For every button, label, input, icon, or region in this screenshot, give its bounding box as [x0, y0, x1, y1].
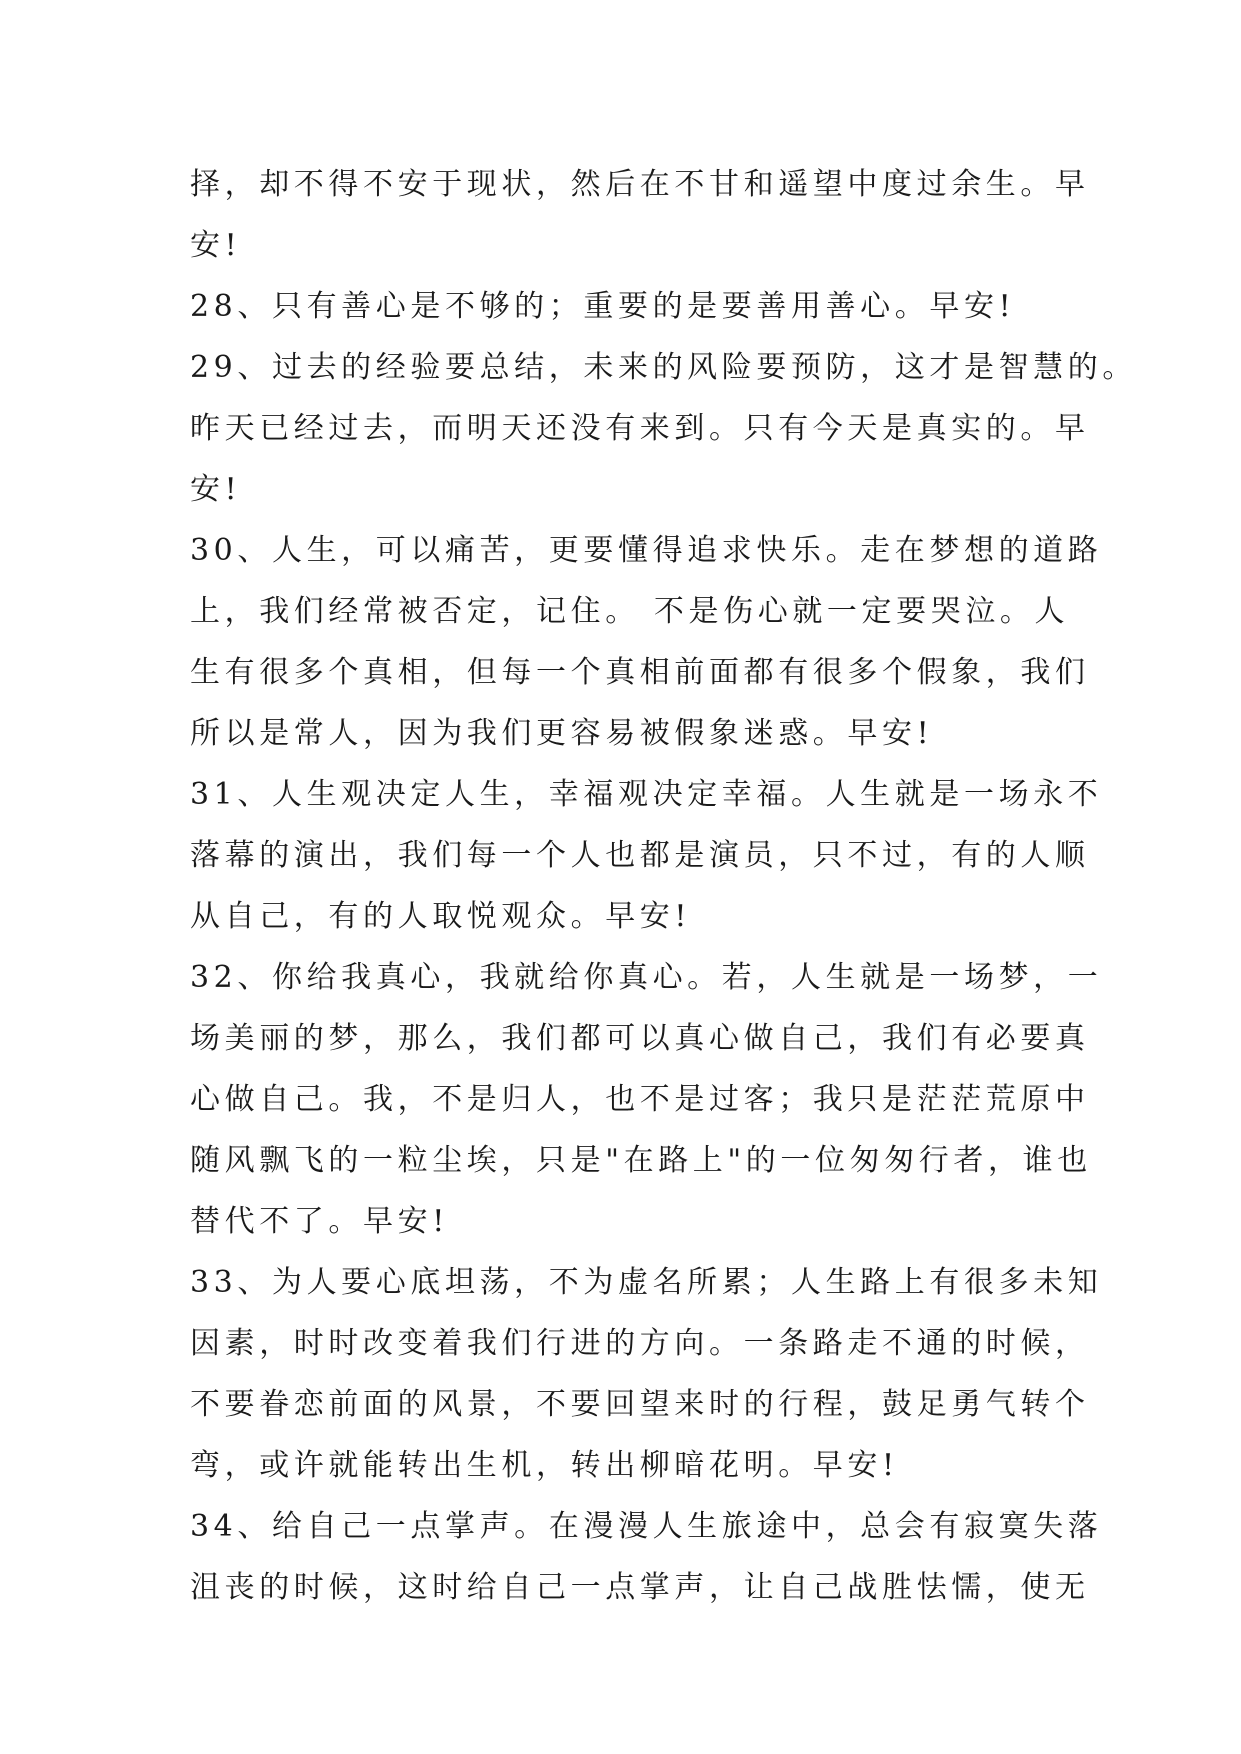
- text-line: 安!: [190, 228, 242, 263]
- text-line: 生有很多个真相，但每一个真相前面都有很多个假象，我们: [190, 655, 1090, 690]
- text-line: 弯，或许就能转出生机，转出柳暗花明。早安!: [190, 1448, 899, 1483]
- text-line: 随风飘飞的一粒尘埃，只是"在路上"的一位匆匆行者，谁也: [190, 1143, 1092, 1178]
- document-body: [190, 154, 1137, 1618]
- text-line: 31、人生观决定人生，幸福观决定幸福。人生就是一场永不: [190, 777, 1103, 812]
- text-line: 所以是常人，因为我们更容易被假象迷惑。早安!: [190, 716, 934, 751]
- text-line: 昨天已经过去，而明天还没有来到。只有今天是真实的。早: [190, 411, 1090, 446]
- text-line: 33、为人要心底坦荡，不为虚名所累；人生路上有很多未知: [190, 1265, 1103, 1300]
- text-line: 29、过去的经验要总结，未来的风险要预防，这才是智慧的。: [190, 350, 1137, 385]
- text-line: 34、给自己一点掌声。在漫漫人生旅途中，总会有寂寞失落: [190, 1509, 1103, 1544]
- text-line: 因素，时时改变着我们行进的方向。一条路走不通的时候，: [190, 1326, 1090, 1361]
- text-line: 沮丧的时候，这时给自己一点掌声，让自己战胜怯懦，使无: [190, 1570, 1090, 1605]
- text-line: 28、只有善心是不够的；重要的是要善用善心。早安!: [190, 289, 1016, 324]
- text-line: 替代不了。早安!: [190, 1204, 449, 1239]
- text-line: 上，我们经常被否定，记住。 不是伤心就一定要哭泣。人: [190, 594, 1070, 629]
- text-line: 心做自己。我，不是归人，也不是过客；我只是茫茫荒原中: [190, 1082, 1090, 1117]
- text-line: 安!: [190, 472, 242, 507]
- text-line: 30、人生，可以痛苦，更要懂得追求快乐。走在梦想的道路: [190, 533, 1103, 568]
- text-line: 择，却不得不安于现状，然后在不甘和遥望中度过余生。早: [190, 167, 1090, 202]
- text-line: 落幕的演出，我们每一个人也都是演员，只不过，有的人顺: [190, 838, 1090, 873]
- text-line: 场美丽的梦，那么，我们都可以真心做自己，我们有必要真: [190, 1021, 1090, 1056]
- text-line: 32、你给我真心，我就给你真心。若，人生就是一场梦，一: [190, 960, 1103, 995]
- text-line: 从自己，有的人取悦观众。早安!: [190, 899, 692, 934]
- text-line: 不要眷恋前面的风景，不要回望来时的行程，鼓足勇气转个: [190, 1387, 1090, 1422]
